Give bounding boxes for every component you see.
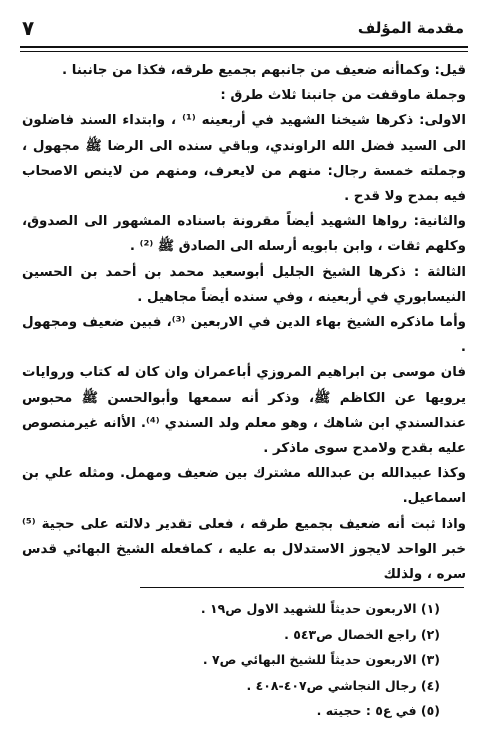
- footnote-separator: [140, 587, 464, 588]
- footnote: (٣) الاربعون حديثاً للشيخ البهائي ص٧ .: [202, 652, 440, 667]
- page-number: ٧: [22, 16, 35, 40]
- footnote: (٢) راجع الخصال ص٥٤٣ .: [284, 626, 440, 642]
- paragraph: الثالثة : ذكرها الشيخ الجليل أبوسعيد محمد بن أحمد بن الحسين النيسابوري في أربعينه ، وفي سنده أيضاً مجاهيل .: [22, 264, 466, 305]
- footnotes: [30, 596, 440, 724]
- footnote: (٤) رجال النجاشي ص٤٠٧-٤٠٨ .: [246, 677, 440, 693]
- page-header: [22, 14, 464, 42]
- footnote: (١) الاربعون حديثاً للشهيد الاول ص١٩ .: [200, 601, 440, 616]
- paragraph: وأما ماذكره الشيخ بهاء الدين في الاربعين ⁽³⁾، فبين ضعيف ومجهول .: [22, 315, 466, 356]
- paragraph: قيل: وكماأنه ضعيف من جانبهم بجميع طرقه، فكذا من جانبنا .: [62, 63, 466, 78]
- header-rule: [20, 46, 468, 52]
- main-text: [22, 58, 466, 587]
- paragraph: فان موسى بن ابراهيم المروزي أباعمران وان كان له كتاب وروايات يرويها عن الكاظم ﷺ، وذكر أنه سمعها وأبوالحسن ﷺ محبوس عندالسندي ابن شاهك ، وهو معلم ولد السندي ⁽⁴⁾. الأانه غيرمنصوص عليه بقدح ولامدح سوى ماذكر .: [22, 365, 466, 457]
- footnote: (٥) في ع٥ : حجيته .: [316, 703, 440, 718]
- paragraph: الاولى: ذكرها شيخنا الشهيد في أربعينه ⁽¹⁾ ، وابتداء السند فاضلون الى السيد فضل الله الراوندي، وباقي سنده الى الرضا ﷺ مجهول ، وجملته خمسة رجال: منهم من لايعرف، ومنهم من لاينص الاصحاب فيه بمدح ولا قدح .: [22, 113, 466, 205]
- paragraph: وكذا عبيدالله بن عبدالله مشترك بين ضعيف ومهمل. ومثله علي بن اسماعيل.: [22, 466, 466, 507]
- paragraph: وجملة ماوقفت من جانبنا ثلاث طرق :: [220, 88, 466, 104]
- chapter-title: مقدمة المؤلف: [357, 19, 464, 37]
- paragraph: واذا ثبت أنه ضعيف بجميع طرقه ، فعلى تقدير دلالته على حجية ⁽⁵⁾ خبر الواحد لايجوز الاستدلال به عليه ، كمافعله الشيخ البهائي قدس سره ، ولذلك: [22, 516, 466, 583]
- paragraph: والثانية: رواها الشهيد أيضاً مقرونة باسناده المشهور الى الصدوق، وكلهم ثقات ، وابن بابويه أرسله الى الصادق ﷺ ⁽²⁾ .: [22, 214, 466, 255]
